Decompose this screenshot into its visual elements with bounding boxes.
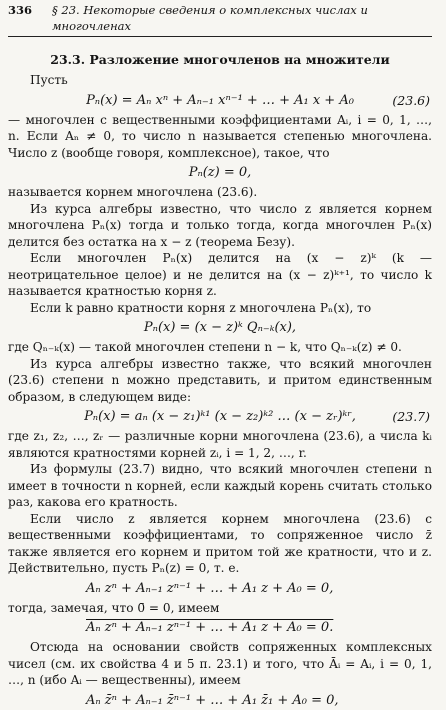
paragraph-multiplicity: Если многочлен Pₙ(x) делится на (x − z)ᵏ (k — неотрицательное целое) и не делится на (x − z)ᵏ⁺¹, то число k называется кратностью корня z. (8, 251, 432, 298)
equation-23-7 (8, 407, 432, 426)
paragraph-distinct-roots: где z₁, z₂, …, zᵣ — различные корни многочлена (23.6), а числа kᵢ являются кратностями корней zᵢ, i = 1, 2, …, r. (8, 429, 432, 460)
equation-23-6 (8, 91, 432, 110)
equation-23-7-body: Pₙ(x) = aₙ (x − z₁)ᵏ¹ (x − z₂)ᵏ² … (x − zᵣ)ᵏʳ, (84, 409, 356, 424)
paragraph-root-definition: называется корнем многочлена (23.6). (8, 185, 258, 199)
equation-number-23-7: (23.7) (392, 409, 430, 424)
equation-factor-k: Pₙ(x) = (x − z)ᵏ Qₙ₋ₖ(x), (143, 320, 297, 335)
paragraph-conjugate-root: Если число z является корнем многочлена (23.6) с вещественными коэффициентами, то сопряженное число z̄ также является его корнем и притом той же кратности, что и z. Действительно, пусть Pₙ(z) = 0, т. е. (8, 511, 432, 575)
paragraph-unique-form: Из курса алгебры известно также, что всякий многочлен (23.6) степени n можно представить, и притом единственным образом, в следующем виде: (8, 356, 432, 404)
equation-number-23-6: (23.6) (392, 92, 430, 108)
paragraph-bezout: Из курса алгебры известно, что число z является корнем многочлена Pₙ(x) тогда и только тогда, когда многочлен Pₙ(x) делится без остатка на x − z (теорема Безу). (8, 201, 432, 249)
running-header (8, 2, 432, 37)
running-title: § 23. Некоторые сведения о комплексных числах и многочленах (52, 3, 368, 33)
equation-root: Pₙ(z) = 0, (188, 165, 252, 180)
intro-text: Пусть (30, 73, 68, 87)
paragraph-hence: Отсюда на основании свойств сопряженных комплексных чисел (см. их свойства 4 и 5 п. 23.1) и того, что Āᵢ = Aᵢ, i = 0, 1, …, n (ибо Aᵢ — вещественны), имеем (8, 640, 432, 687)
equation-conjugate-sum (8, 618, 432, 637)
paragraph-q-polynomial: где Qₙ₋ₖ(x) — такой многочлен степени n − k, что Qₙ₋ₖ(z) ≠ 0. (8, 340, 402, 354)
page-number: 336 (8, 3, 33, 17)
equation-23-6-body: Pₙ(x) = Aₙ xⁿ + Aₙ₋₁ xⁿ⁻¹ + … + A₁ x + A₀ (86, 92, 354, 108)
equation-poly-at-z: Aₙ zⁿ + Aₙ₋₁ zⁿ⁻¹ + … + A₁ z + A₀ = 0, (86, 580, 334, 596)
equation-poly-at-zbar: Aₙ z̄ⁿ + Aₙ₋₁ z̄ⁿ⁻¹ + … + A₁ z̄₁ + A₀ = 0, (86, 692, 339, 708)
paragraph-n-roots: Из формулы (23.7) видно, что всякий многочлен степени n имеет в точности n корней, если каждый корень считать столько раз, какова его кратность. (8, 462, 432, 509)
paragraph-noting: тогда, замечая, что 0̄ = 0, имеем (8, 600, 220, 615)
paragraph-multiplicity-k: Если k равно кратности корня z многочлена Pₙ(x), то (30, 300, 372, 315)
paragraph-definition-degree: — многочлен с вещественными коэффициентами Aᵢ, i = 0, 1, …, n. Если Aₙ ≠ 0, то число n называется степенью многочлена. Число z (вообще говоря, комплексное), такое, что (8, 112, 432, 160)
section-title: 23.3. Разложение многочленов на множители (50, 52, 390, 67)
equation-conjugate-sum-body: Aₙ zⁿ + Aₙ₋₁ zⁿ⁻¹ + … + A₁ z + A₀ = 0. (86, 620, 334, 635)
